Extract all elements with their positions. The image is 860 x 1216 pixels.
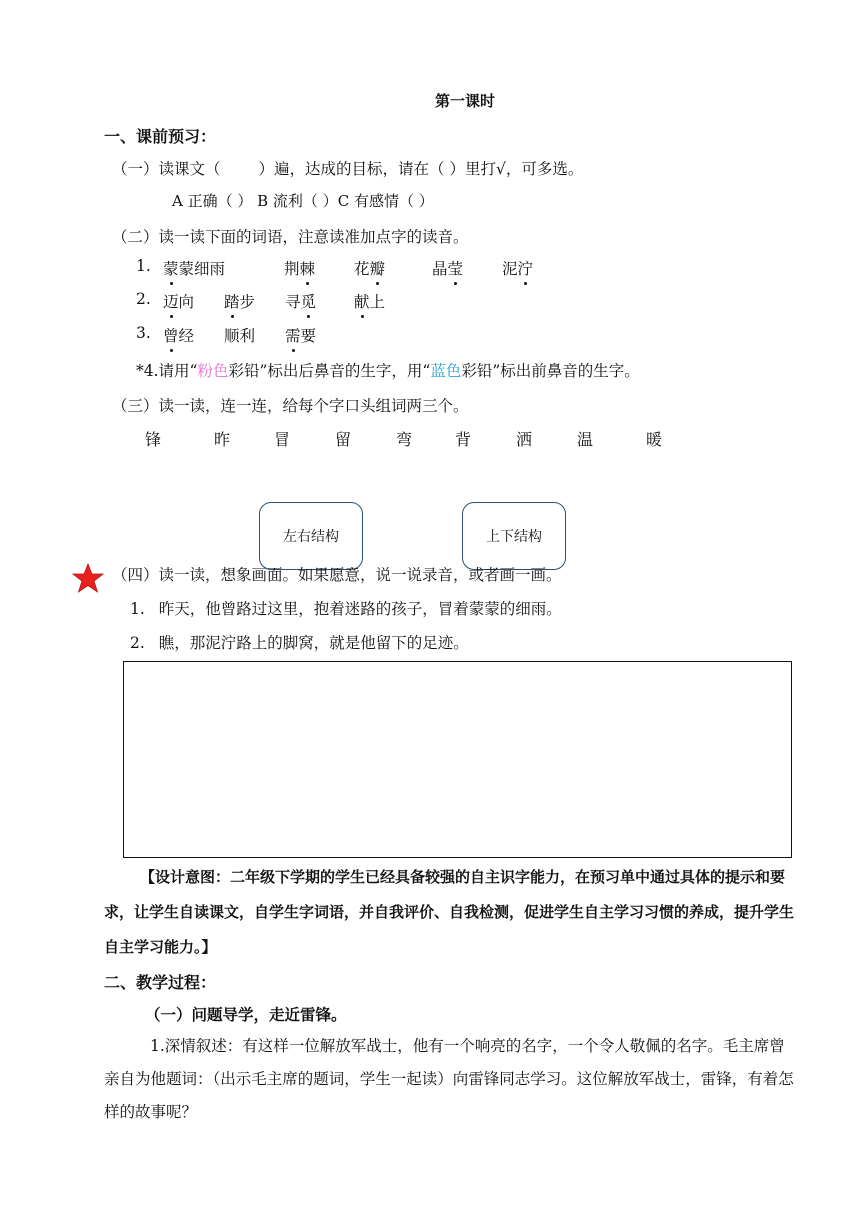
character-item: 背	[455, 430, 472, 449]
character-item: 洒	[516, 430, 533, 449]
part2-heading: （二）读一读下面的词语，注意读准加点字的读音。	[112, 228, 469, 246]
word-item: 迈向	[163, 290, 194, 312]
word-item: 泥泞	[502, 257, 533, 279]
section1-heading: 一、课前预习：	[104, 127, 217, 146]
word-item: 顺利	[224, 327, 256, 345]
character-item: 昨	[214, 430, 231, 449]
word-item: 晶莹	[432, 257, 463, 279]
row-number: 2.	[136, 290, 151, 308]
character-item: 温	[577, 430, 594, 449]
character-item: 冒	[274, 430, 291, 449]
character-item: 弯	[396, 430, 413, 449]
word-item: 蒙蒙细雨	[163, 257, 225, 279]
left-right-structure-box[interactable]: 左右结构	[259, 502, 363, 570]
part3-heading: （三）读一读，连一连，给每个字口头组词两三个。	[112, 397, 469, 415]
teaching-paragraph: 1.深情叙述：有这样一位解放军战士，他有一个响亮的名字，一个令人敬佩的名字。毛主席曾亲自为他题词：（出示毛主席的题词，学生一起读）向雷锋同志学习。这位解放军战士，雷锋，有着怎样的故事呢？	[104, 1037, 794, 1121]
word-item: 需要	[285, 324, 316, 346]
section2-subheading: （一）问题导学，走近雷锋。	[145, 1006, 347, 1024]
part1-options: A 正确（ ） B 流利（ ）C 有感情（ ）	[172, 192, 434, 210]
sentence-1: 1. 昨天，他曾路过这里，抱着迷路的孩子，冒着蒙蒙的细雨。	[130, 600, 562, 618]
word-item: 寻觅	[285, 290, 316, 312]
character-item: 暖	[646, 430, 663, 449]
row-number: 1.	[136, 257, 151, 275]
sentence-2: 2. 瞧，那泥泞路上的脚窝，就是他留下的足迹。	[130, 634, 469, 652]
word-item: 花瓣	[354, 257, 385, 279]
part4-heading: （四）读一读，想象画面。如果愿意，说一说录音，或者画一画。	[112, 566, 562, 584]
star-icon	[72, 563, 104, 597]
word-item: 踏步	[224, 290, 255, 312]
character-item: 锋	[145, 430, 162, 449]
part1-instruction: （一）读课文（ ）遍，达成的目标，请在（ ）里打√，可多选。	[112, 160, 584, 178]
section2-heading: 二、教学过程：	[104, 973, 217, 992]
row-number: 3.	[136, 324, 151, 342]
top-bottom-structure-box[interactable]: 上下结构	[462, 502, 566, 570]
page-title: 第一课时	[434, 92, 495, 110]
character-item: 留	[335, 430, 352, 449]
design-intent: 【设计意图：二年级下学期的学生已经具备较强的自主识字能力，在预习单中通过具体的提示和要求，让学生自读课文，自学生字词语，并自我评价、自我检测，促进学生自主学习习惯的养成，提升学生自主学习能力。】	[104, 868, 795, 956]
word-item: 荆棘	[284, 257, 315, 279]
drawing-area[interactable]	[123, 661, 792, 858]
word-item: 曾经	[163, 324, 194, 346]
word-item: 献上	[354, 290, 385, 312]
color-pencil-instruction: *4.请用“粉色彩铅”标出后鼻音的生字，用“蓝色彩铅”标出前鼻音的生字。	[136, 362, 640, 380]
